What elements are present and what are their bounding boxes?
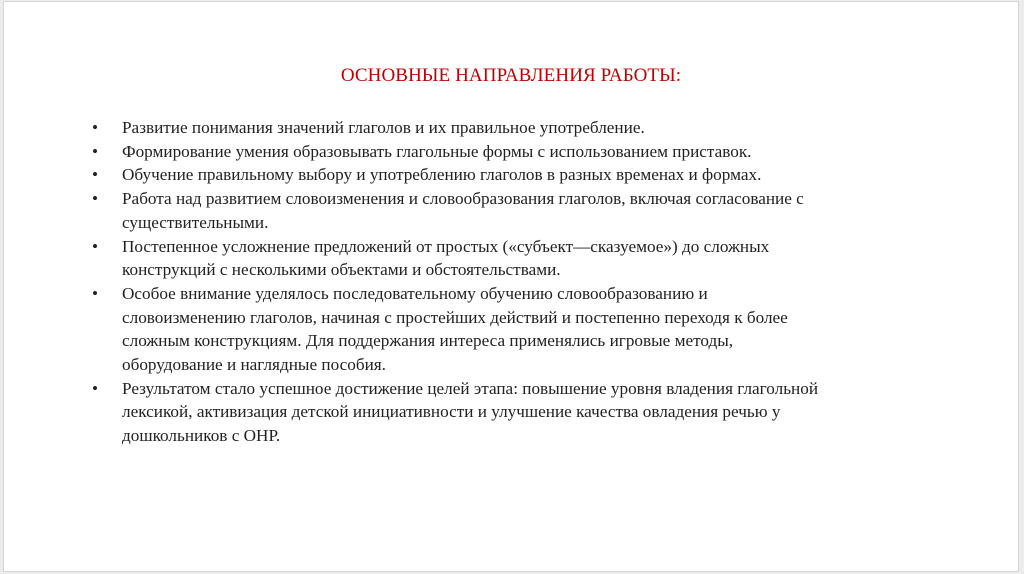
bullet-item: [92, 187, 952, 234]
bullet-item: [92, 235, 952, 282]
bullet-text-line: Развитие понимания значений глаголов и их правильное употребление.: [122, 118, 645, 137]
bullet-text-line: Постепенное усложнение предложений от простых («субъект—сказуемое») до сложных: [122, 236, 770, 256]
bullet-marker: •: [92, 141, 99, 161]
bullet-text-line: лексикой, активизация детской инициативности и улучшение качества овладения речью у: [122, 402, 781, 422]
bullet-item: [92, 282, 952, 377]
bullet-marker: •: [92, 283, 99, 303]
bullet-text-line: конструкций с несколькими объектами и обстоятельствами.: [122, 260, 561, 280]
bullet-marker: •: [92, 165, 99, 185]
bullet-text-line: словоизменению глаголов, начиная с простейших действий и постепенно переходя к более: [122, 307, 788, 327]
bullet-text-line: Формирование умения образовывать глагольные формы с использованием приставок.: [122, 141, 752, 161]
bullet-text-line: существительными.: [122, 212, 269, 232]
bullet-text-line: Особое внимание уделялось последовательному обучению словообразованию и: [122, 283, 708, 303]
slide-title: ОСНОВНЫЕ НАПРАВЛЕНИЯ РАБОТЫ:: [340, 65, 682, 86]
bullet-marker: •: [92, 189, 99, 209]
bullet-text-line: сложным конструкциям. Для поддержания интереса применялись игровые методы,: [122, 331, 734, 351]
bullet-text-line: Работа над развитием словоизменения и словообразования глаголов, включая согласование с: [122, 189, 804, 209]
slide: [3, 1, 1019, 572]
bullet-marker: •: [92, 236, 99, 256]
bullet-text-line: Результатом стало успешное достижение целей этапа: повышение уровня владения глагольной: [122, 378, 819, 398]
bullet-item: [92, 140, 952, 164]
bullet-marker: •: [92, 378, 99, 398]
bullet-item: [92, 116, 952, 140]
bullet-item: [92, 163, 952, 187]
bullet-text-line: оборудование и наглядные пособия.: [122, 355, 386, 375]
bullet-list: [92, 116, 952, 448]
bullet-text-line: Обучение правильному выбору и употреблению глаголов в разных временах и формах.: [122, 165, 762, 185]
bullet-item: [92, 377, 952, 448]
bullet-marker: •: [92, 118, 99, 137]
bullet-text-line: дошкольников с ОНР.: [122, 426, 281, 446]
